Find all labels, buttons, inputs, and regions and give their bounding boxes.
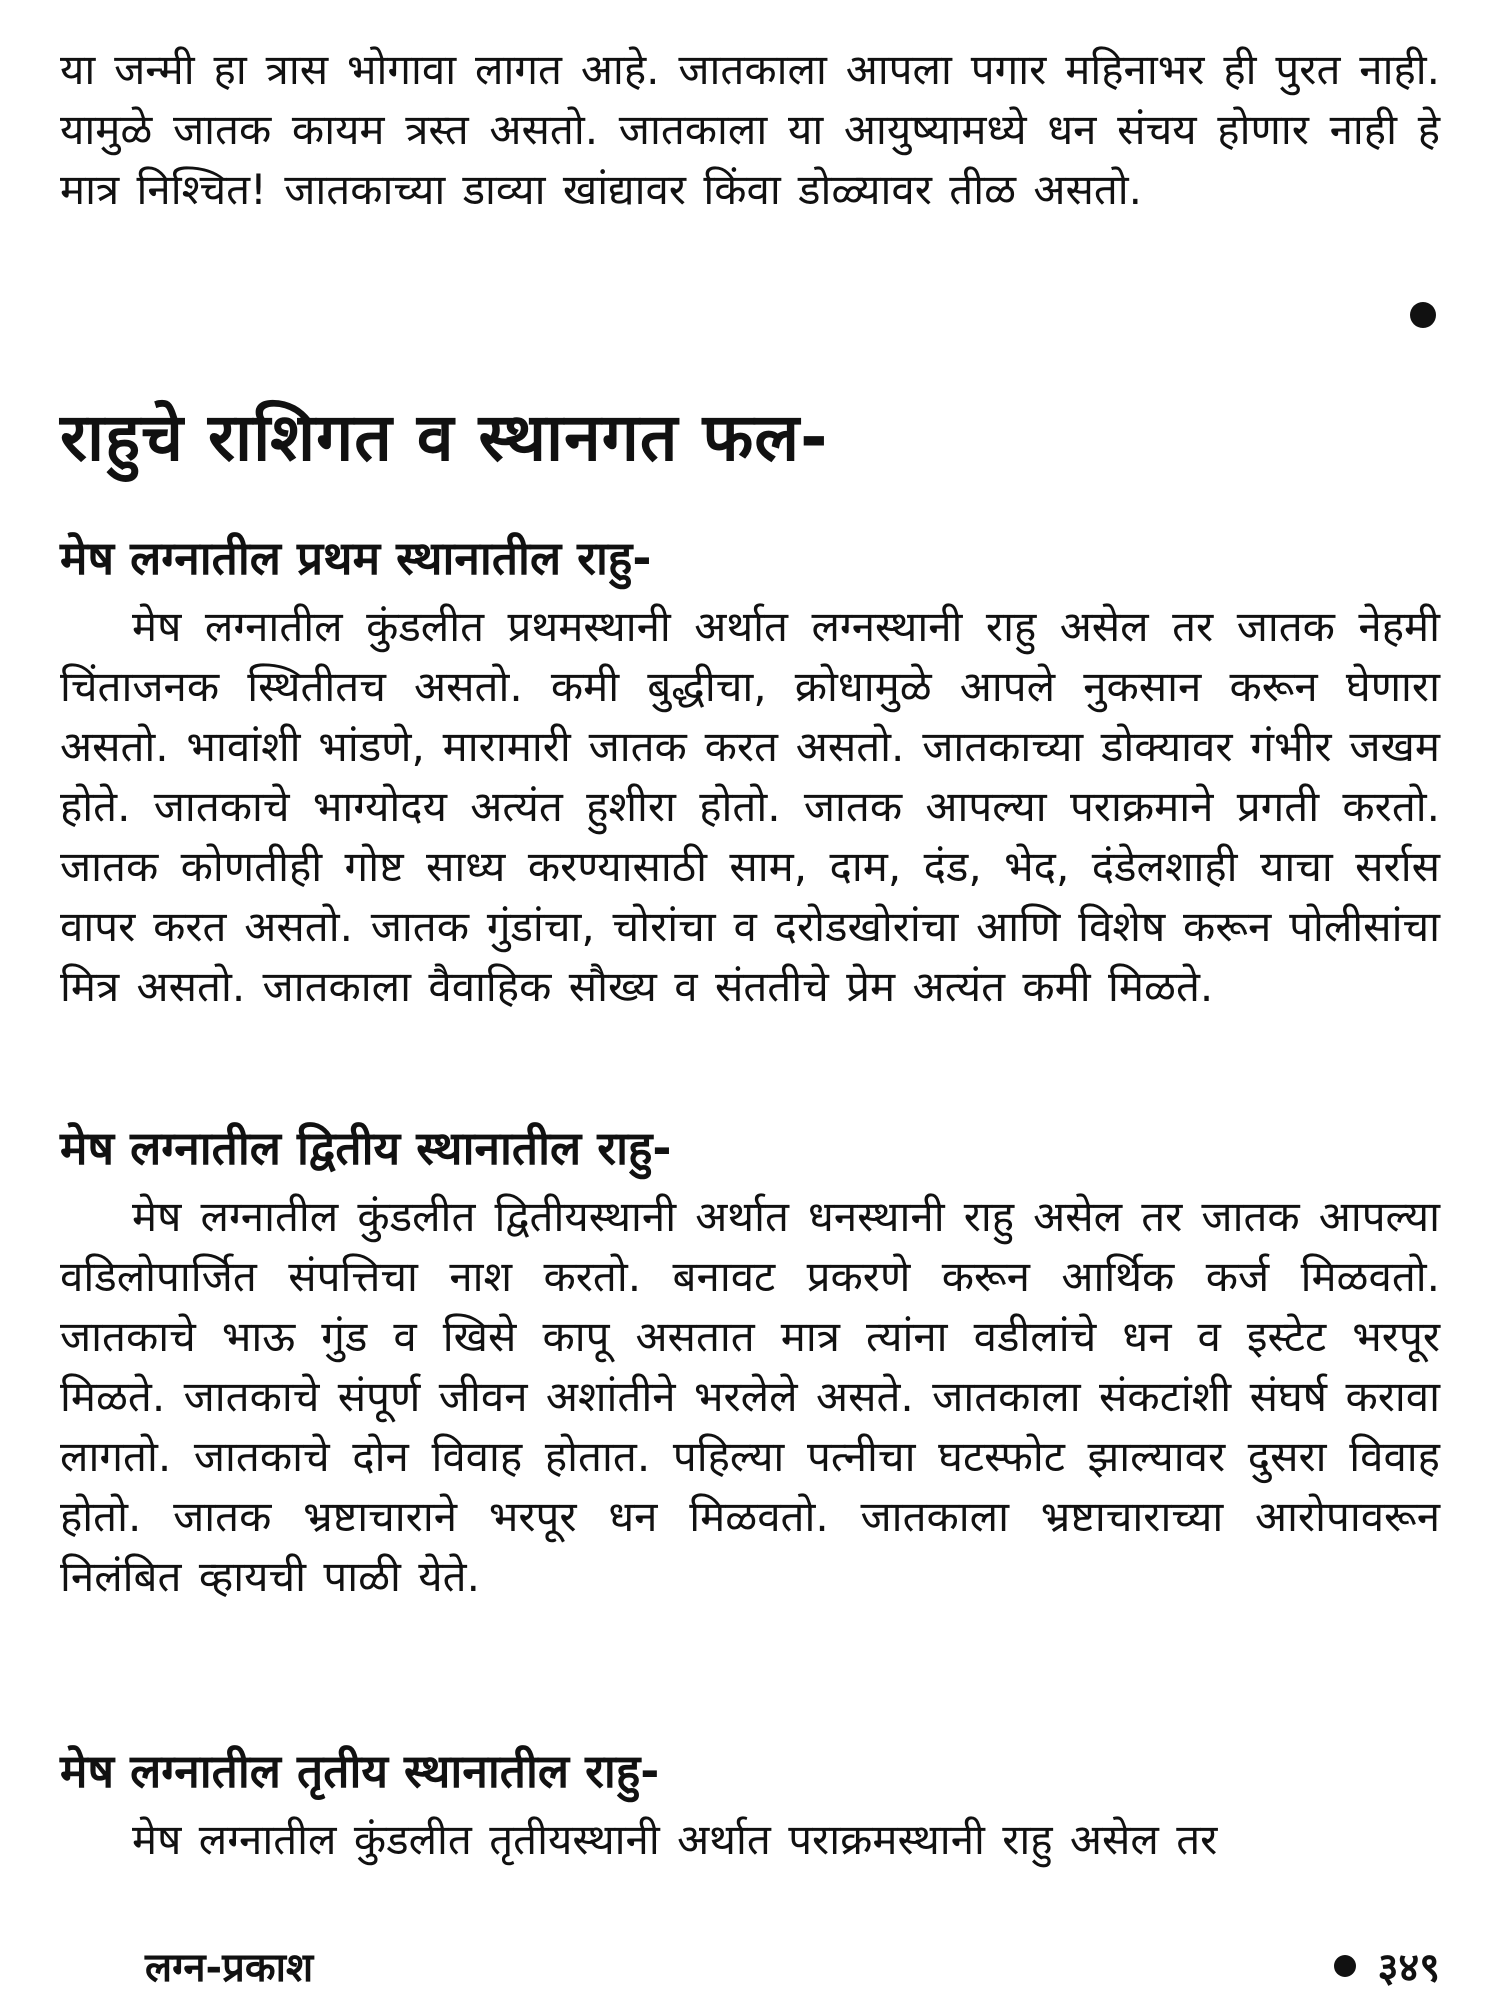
section-body: मेष लग्नातील कुंडलीत द्वितीयस्थानी अर्थात धनस्थानी राहु असेल तर जातक आपल्या वडिलोपार्जित संपत्तिचा नाश करतो. बनावट प्रकरणे करून आर्थिक कर्ज मिळवतो. जातकाचे भाऊ गुंड व खिसे कापू असतात मात्र त्यांना वडीलांचे धन व इस्टेट भरपूर मिळते. जातकाचे संपूर्ण जीवन अशांतीने भरलेले असते. जातकाला संकटांशी संघर्ष करावा लागतो. जातकाचे दोन विवाह होतात. पहिल्या पत्नीचा घटस्फोट झाल्यावर दुसरा विवाह होतो. जातक भ्रष्टाचाराने भरपूर धन मिळवतो. जातकाला भ्रष्टाचाराच्या आरोपावरून निलंबित व्हायची पाळी येते. (60, 1192, 1440, 1601)
book-title: लग्न-प्रकाश (145, 1945, 314, 1991)
section-body: मेष लग्नातील कुंडलीत प्रथमस्थानी अर्थात लग्नस्थानी राहु असेल तर जातक नेहमी चिंताजनक स्थितीतच असतो. कमी बुद्धीचा, क्रोधामुळे आपले नुकसान करून घेणारा असतो. भावांशी भांडणे, मारामारी जातक करत असतो. जातकाच्या डोक्यावर गंभीर जखम होते. जातकाचे भाग्योदय अत्यंत हुशीरा होतो. जातक आपल्या पराक्रमाने प्रगती करतो. जातक कोणतीही गोष्ट साध्य करण्यासाठी साम, दाम, दंड, भेद, दंडेलशाही याचा सर्रास वापर करत असतो. जातक गुंडांचा, चोरांचा व दरोडखोरांचा आणि विशेष करून पोलीसांचा मित्र असतो. जातकाला वैवाहिक सौख्य व संततीचे प्रेम अत्यंत कमी मिळते. (60, 602, 1440, 1011)
section-title: राहुचे राशिगत व स्थानगत फल- (60, 399, 829, 476)
page-number: ३४९ (1377, 1945, 1440, 1991)
section-third-house (60, 1738, 1440, 1870)
bullet-icon (1334, 1955, 1356, 1977)
section-first-house (60, 525, 1440, 1017)
bullet-icon (1410, 302, 1436, 328)
section-bullet (1410, 302, 1440, 332)
intro-block (60, 40, 1440, 220)
section-heading: मेष लग्नातील प्रथम स्थानातील राहु- (60, 531, 652, 585)
section-body: मेष लग्नातील कुंडलीत तृतीयस्थानी अर्थात पराक्रमस्थानी राहु असेल तर (132, 1815, 1218, 1864)
intro-paragraph: या जन्मी हा त्रास भोगावा लागत आहे. जातकाला आपला पगार महिनाभर ही पुरत नाही. यामुळे जातक कायम त्रस्त असतो. जातकाला या आयुष्यामध्ये धन संचय होणार नाही हे मात्र निश्चित! जातकाच्या डाव्या खांद्यावर किंवा डोळ्यावर तीळ असतो. (60, 45, 1440, 214)
page-footer (60, 1938, 1440, 1991)
section-heading: मेष लग्नातील द्वितीय स्थानातील राहु- (60, 1121, 672, 1175)
page-number-group (1334, 1938, 1440, 1993)
section-second-house (60, 1115, 1440, 1607)
book-page (60, 40, 1440, 1991)
section-heading: मेष लग्नातील तृतीय स्थानातील राहु- (60, 1744, 660, 1798)
